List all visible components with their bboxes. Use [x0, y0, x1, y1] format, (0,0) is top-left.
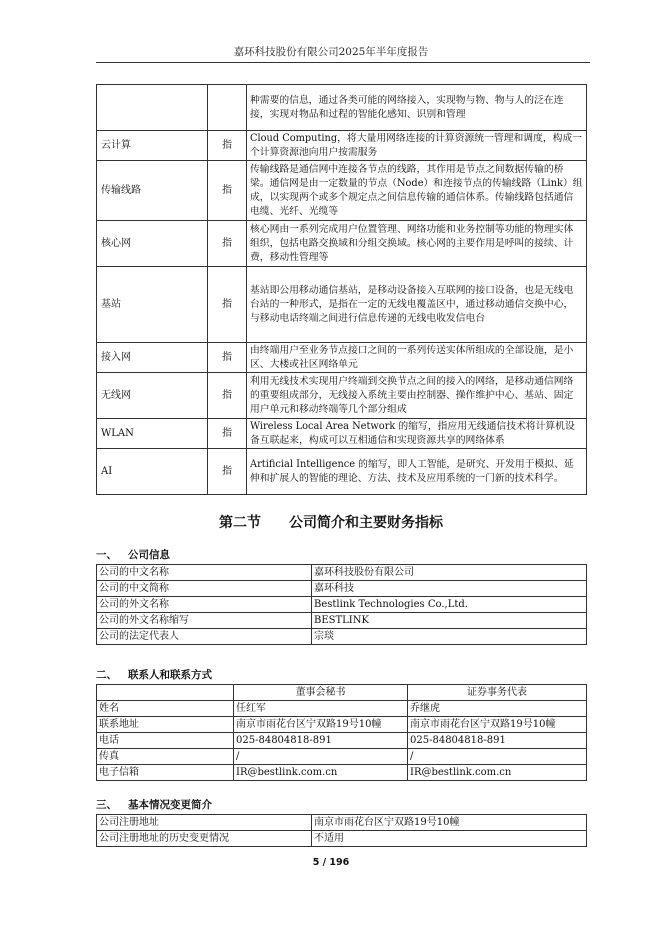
glossary-definition: Artificial Intelligence 的缩写，即人工智能，是研究、开发用于模拟、延伸和扩展人的智能的理论、方法、技术及应用系统的一门新的技术科学。 [247, 449, 587, 495]
section-title [0, 512, 662, 532]
contacts-rep-value: 乔继虎 [408, 701, 587, 717]
glossary-row [97, 267, 587, 343]
company-info-row [97, 565, 587, 581]
basic-changes-label: 公司注册地址 [97, 815, 312, 831]
company-info-label: 公司的外文名称缩写 [97, 613, 312, 629]
glossary-definition: 种需要的信息，通过各类可能的网络接入，实现物与物、物与人的泛在连接，实现对物品和过程的智能化感知、识别和管理 [247, 85, 587, 131]
company-info-heading [96, 547, 170, 562]
company-info-row [97, 581, 587, 597]
company-info-value: 嘉环科技股份有限公司 [312, 565, 587, 581]
basic-changes-value: 南京市雨花台区宁双路19号10幢 [312, 815, 587, 831]
glossary-definition: 核心网由一系列完成用户位置管理、网络功能和业务控制等功能的物理实体组织，包括电路交换域和分组交换域。核心网的主要作用是呼叫的接续、计费，移动性管理等 [247, 221, 587, 267]
company-info-value: BESTLINK [312, 613, 587, 629]
contacts-row [97, 701, 587, 717]
glossary-marker: 指 [208, 419, 247, 449]
contacts-heading-text: 联系人和联系方式 [128, 669, 212, 681]
glossary-definition: 利用无线技术实现用户终端到交换节点之间的接入的网络，是移动通信网络的重要组成部分，无线接入系统主要由控制器、操作维护中心、基站、固定用户单元和移动终端等几个部分组成 [247, 373, 587, 419]
glossary-row [97, 85, 587, 131]
company-info-heading-text: 公司信息 [128, 549, 170, 561]
contacts-row [97, 733, 587, 749]
contacts-heading-number: 二、 [96, 669, 117, 681]
contacts-row [97, 749, 587, 765]
basic-changes-row [97, 815, 587, 831]
contacts-row [97, 717, 587, 733]
contacts-table [96, 684, 587, 781]
contacts-secretary-value: 任红军 [234, 701, 408, 717]
basic-changes-value: 不适用 [312, 831, 587, 847]
basic-changes-label: 公司注册地址的历史变更情况 [97, 831, 312, 847]
contacts-secretary-value: / [234, 749, 408, 765]
glossary-row [97, 419, 587, 449]
glossary-definition: 由终端用户至业务节点接口之间的一系列传送实体所组成的全部设施，是小区、大楼或社区网络单元 [247, 343, 587, 373]
contacts-rep-value: / [408, 749, 587, 765]
glossary-definition: Cloud Computing，将大量用网络连接的计算资源统一管理和调度，构成一个计算资源池向用户按需服务 [247, 131, 587, 161]
basic-changes-table [96, 814, 587, 847]
contacts-label: 姓名 [97, 701, 234, 717]
contacts-label: 联系地址 [97, 717, 234, 733]
company-info-row [97, 597, 587, 613]
contacts-header-row [97, 685, 587, 701]
glossary-term: AI [97, 449, 208, 495]
glossary-term: 无线网 [97, 373, 208, 419]
glossary-table [96, 84, 587, 495]
company-info-label: 公司的中文简称 [97, 581, 312, 597]
glossary-marker: 指 [208, 131, 247, 161]
glossary-row [97, 131, 587, 161]
glossary-marker: 指 [208, 221, 247, 267]
contacts-secretary-value: 南京市雨花台区宁双路19号10幢 [234, 717, 408, 733]
glossary-term: 接入网 [97, 343, 208, 373]
glossary-term: 核心网 [97, 221, 208, 267]
company-info-value: Bestlink Technologies Co.,Ltd. [312, 597, 587, 613]
glossary-marker: 指 [208, 449, 247, 495]
company-info-row [97, 613, 587, 629]
contacts-label: 传真 [97, 749, 234, 765]
header-rule [96, 62, 590, 63]
contacts-heading [96, 667, 212, 682]
glossary-term [97, 85, 208, 131]
contacts-row [97, 765, 587, 781]
company-info-value: 嘉环科技 [312, 581, 587, 597]
glossary-definition: Wireless Local Area Network 的缩写，指应用无线通信技术将计算机设备互联起来，构成可以互相通信和实现资源共享的网络体系 [247, 419, 587, 449]
company-info-table [96, 564, 587, 645]
contacts-rep-value: 南京市雨花台区宁双路19号10幢 [408, 717, 587, 733]
contacts-col-secretary: 董事会秘书 [234, 685, 408, 701]
contacts-secretary-value: IR@bestlink.com.cn [234, 765, 408, 781]
basic-changes-row [97, 831, 587, 847]
company-info-value: 宗琰 [312, 629, 587, 645]
basic-changes-heading-text: 基本情况变更简介 [128, 799, 212, 811]
company-info-row [97, 629, 587, 645]
page-header: 嘉环科技股份有限公司2025年半年度报告 [233, 46, 429, 58]
glossary-marker: 指 [208, 343, 247, 373]
glossary-row [97, 373, 587, 419]
section-heading: 公司简介和主要财务指标 [289, 515, 443, 531]
glossary-marker: 指 [208, 267, 247, 343]
glossary-definition: 基站即公用移动通信基站，是移动设备接入互联网的接口设备，也是无线电台站的一种形式，是指在一定的无线电覆盖区中，通过移动通信交换中心，与移动电话终端之间进行信息传递的无线电收发信电台 [247, 267, 587, 343]
basic-changes-heading [96, 797, 212, 812]
glossary-row [97, 161, 587, 221]
glossary-row [97, 221, 587, 267]
basic-changes-heading-number: 三、 [96, 799, 117, 811]
company-info-label: 公司的外文名称 [97, 597, 312, 613]
contacts-rep-value: 025-84804818-891 [408, 733, 587, 749]
glossary-marker: 指 [208, 161, 247, 221]
glossary-term: 基站 [97, 267, 208, 343]
contacts-rep-value: IR@bestlink.com.cn [408, 765, 587, 781]
glossary-row [97, 449, 587, 495]
contacts-label: 电子信箱 [97, 765, 234, 781]
contacts-label: 电话 [97, 733, 234, 749]
company-info-heading-number: 一、 [96, 549, 117, 561]
glossary-term: WLAN [97, 419, 208, 449]
glossary-term: 传输线路 [97, 161, 208, 221]
company-info-label: 公司的中文名称 [97, 565, 312, 581]
glossary-row [97, 343, 587, 373]
contacts-secretary-value: 025-84804818-891 [234, 733, 408, 749]
glossary-term: 云计算 [97, 131, 208, 161]
page-number: 5 / 196 [312, 857, 350, 868]
glossary-marker [208, 85, 247, 131]
section-number: 第二节 [219, 515, 261, 531]
glossary-definition: 传输线路是通信网中连接各节点的线路，其作用是节点之间数据传输的桥梁。通信网是由一定数量的节点（Node）和连接节点的传输线路（Link）组成，以实现两个或多个规定点之间信息传输的通信体系。传输线路包括通信电缆、光纤、光缆等 [247, 161, 587, 221]
contacts-header-blank [97, 685, 234, 701]
company-info-label: 公司的法定代表人 [97, 629, 312, 645]
contacts-col-rep: 证券事务代表 [408, 685, 587, 701]
glossary-marker: 指 [208, 373, 247, 419]
